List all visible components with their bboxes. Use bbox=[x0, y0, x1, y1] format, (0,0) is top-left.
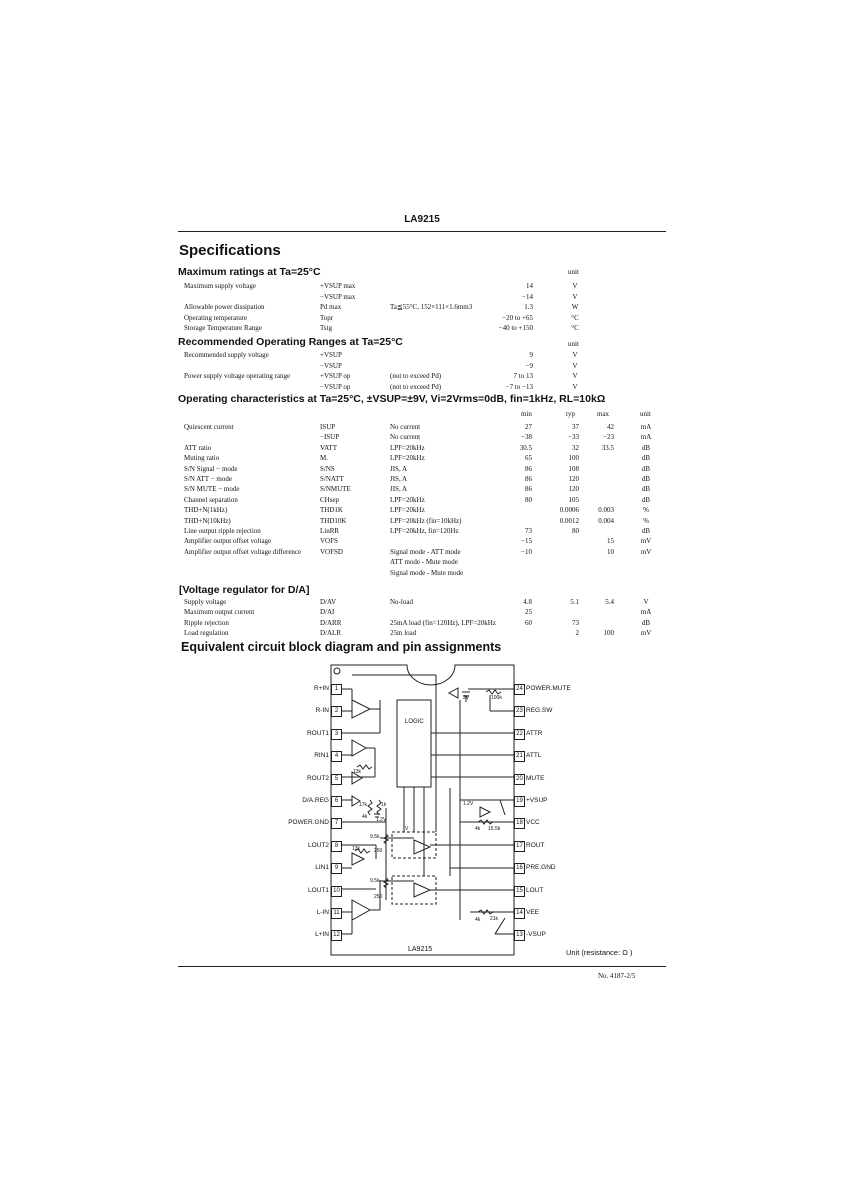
logic-block bbox=[397, 700, 431, 787]
pin-number-left: 4 bbox=[331, 751, 342, 762]
param-condition: JIS, A bbox=[390, 485, 408, 494]
pin-label-right: ROUT bbox=[526, 841, 545, 849]
param-name: Supply voltage bbox=[184, 598, 227, 606]
param-symbol: D/ARR bbox=[320, 618, 342, 627]
pin-number-right: 13 bbox=[514, 930, 525, 941]
pin-label-right: PRE.GND bbox=[526, 864, 556, 872]
param-symbol: CHsep bbox=[320, 495, 340, 504]
param-name: Channel separation bbox=[184, 495, 238, 504]
pin-label-left: R-IN bbox=[315, 707, 329, 715]
amp-l-input bbox=[352, 900, 370, 920]
param-symbol: −ISUP bbox=[320, 433, 340, 442]
param-unit: V bbox=[572, 361, 578, 370]
param-unit: dB bbox=[641, 475, 651, 483]
pin-label-right: LOUT bbox=[526, 886, 544, 894]
param-min: 25 bbox=[525, 608, 532, 617]
pin-label-left: L+IN bbox=[315, 931, 329, 939]
pin-label-left: LOUT2 bbox=[308, 841, 329, 849]
param-unit: mV bbox=[640, 629, 652, 638]
pin-number-right: 24 bbox=[514, 684, 525, 695]
param-name: Storage Temperature Range bbox=[184, 324, 262, 332]
label-1k: 1k bbox=[381, 802, 387, 808]
pin-number-left: 6 bbox=[331, 796, 342, 807]
param-symbol: M. bbox=[320, 454, 328, 463]
param-max: 42 bbox=[607, 423, 614, 431]
pin-label-left: RIN1 bbox=[314, 752, 329, 760]
param-condition: ATT mode - Mute mode bbox=[390, 558, 458, 567]
param-condition: No current bbox=[390, 433, 421, 442]
param-symbol: Pd max bbox=[320, 303, 342, 311]
amp-vcc bbox=[480, 807, 490, 817]
pin-number-right: 19 bbox=[514, 796, 525, 807]
recommended-title: Recommended Operating Ranges at Ta=25°C bbox=[178, 336, 403, 348]
pin-number-left: 11 bbox=[331, 908, 342, 919]
footer-rule bbox=[178, 966, 666, 967]
amp-rout bbox=[414, 840, 430, 854]
param-typ: 120 bbox=[568, 485, 579, 494]
param-symbol: LinRR bbox=[320, 527, 340, 535]
param-value: −40 to +150 bbox=[498, 324, 533, 332]
label-4k-left: 4k bbox=[362, 814, 368, 820]
recommended-unit-header: unit bbox=[568, 340, 579, 348]
param-unit: °C bbox=[571, 313, 579, 322]
pin-label-left: D/A.REG bbox=[302, 797, 329, 804]
label-2v: 2V bbox=[463, 695, 470, 701]
label-13k-bot: 13k bbox=[352, 846, 361, 852]
param-name: Load regulation bbox=[184, 629, 229, 638]
param-unit: mA bbox=[640, 423, 652, 431]
param-symbol: S/NATT bbox=[320, 475, 344, 483]
param-symbol: VATT bbox=[320, 443, 337, 452]
label-250-top: 250 bbox=[374, 848, 383, 854]
op-col-min: min bbox=[521, 410, 532, 418]
param-symbol: VOFSD bbox=[320, 547, 343, 556]
param-unit: dB bbox=[641, 485, 651, 494]
param-unit: V bbox=[572, 372, 578, 380]
param-max: −23 bbox=[603, 433, 614, 442]
pin-label-right: VCC bbox=[526, 819, 540, 827]
pin-number-left: 9 bbox=[331, 863, 342, 874]
param-condition: 25mA load (fin=120Hz), LPF=20kHz bbox=[390, 618, 496, 627]
pin-label-left: POWER.GND bbox=[288, 819, 329, 827]
param-unit: dB bbox=[641, 618, 651, 627]
pin-number-left: 5 bbox=[331, 774, 342, 785]
diagram-title: Equivalent circuit block diagram and pin assignments bbox=[181, 640, 502, 654]
param-symbol: S/NS bbox=[320, 464, 335, 473]
param-max: 15 bbox=[607, 537, 614, 546]
param-max: 0.003 bbox=[598, 506, 614, 515]
pin-label-right: ATTR bbox=[526, 729, 543, 737]
param-unit: mA bbox=[640, 608, 652, 617]
param-min: 27 bbox=[525, 423, 532, 431]
op-col-typ: typ bbox=[566, 410, 575, 418]
label-v: V bbox=[405, 826, 409, 832]
param-symbol: −VSUP op bbox=[320, 382, 351, 391]
param-unit: °C bbox=[571, 324, 579, 332]
param-condition: LPF=20kHz, fin=120Hz bbox=[390, 527, 459, 535]
param-name: Amplifier output offset voltage bbox=[184, 537, 272, 546]
label-4k-vee: 4k bbox=[475, 917, 481, 923]
pin-number-left: 1 bbox=[331, 684, 342, 695]
param-value: −9 bbox=[525, 361, 533, 370]
param-value: −14 bbox=[522, 292, 533, 301]
param-name: Maximum output current bbox=[184, 608, 255, 617]
param-typ: 73 bbox=[572, 618, 579, 627]
param-max: 100 bbox=[603, 629, 614, 638]
param-condition: No-load bbox=[390, 598, 413, 606]
pin-label-right: VEE bbox=[526, 909, 540, 916]
param-name: S/N MUTE − mode bbox=[184, 485, 240, 494]
resistor-17k bbox=[368, 800, 372, 815]
param-name: Allowable power dissipation bbox=[184, 303, 265, 311]
param-condition: LPF=20kHz bbox=[390, 506, 425, 515]
param-min: 30.5 bbox=[519, 443, 532, 452]
param-condition: LPF=20kHz bbox=[390, 443, 425, 452]
label-9-5k-top: 9.5k bbox=[370, 834, 380, 840]
param-unit: dB bbox=[641, 454, 651, 463]
param-min: 65 bbox=[525, 454, 532, 463]
param-unit: dB bbox=[641, 495, 651, 504]
param-name: Maximum supply voltage bbox=[184, 282, 256, 290]
param-typ: 0.0012 bbox=[559, 516, 579, 525]
param-condition: JIS, A bbox=[390, 475, 408, 483]
param-min: 80 bbox=[525, 495, 532, 504]
param-typ: 37 bbox=[572, 423, 579, 431]
pin-label-right: -VSUP bbox=[526, 931, 546, 939]
pin-number-right: 18 bbox=[514, 818, 525, 829]
param-typ: 32 bbox=[572, 443, 579, 452]
param-condition: JIS, A bbox=[390, 464, 408, 473]
param-typ: 5.1 bbox=[570, 598, 579, 606]
param-max: 10 bbox=[607, 547, 614, 556]
max-ratings-unit-header: unit bbox=[568, 268, 579, 276]
param-max: 33.5 bbox=[601, 443, 614, 452]
pin1-marker bbox=[334, 668, 340, 674]
pin-number-left: 3 bbox=[331, 729, 342, 740]
pin-label-right: POWER.MUTE bbox=[526, 685, 571, 692]
pin-number-right: 17 bbox=[514, 841, 525, 852]
param-unit: V bbox=[643, 598, 649, 606]
logic-block-label: LOGIC bbox=[405, 719, 424, 725]
param-condition: Ta≦55°C, 152×111×1.6mm3 bbox=[390, 303, 473, 311]
param-value: −20 to +65 bbox=[502, 313, 533, 322]
param-name: THD+N(1kHz) bbox=[184, 506, 228, 515]
param-typ: 80 bbox=[572, 527, 579, 535]
param-condition: LPF=20kHz (fin=10kHz) bbox=[390, 516, 462, 525]
label-13k-top: 13k bbox=[353, 769, 362, 775]
param-min: −10 bbox=[521, 547, 532, 556]
param-unit: W bbox=[571, 303, 579, 311]
param-value: 9 bbox=[529, 351, 533, 359]
pin-label-left: R+IN bbox=[314, 685, 329, 692]
param-name: S/N ATT − mode bbox=[184, 475, 232, 483]
param-symbol: −VSUP bbox=[320, 361, 342, 370]
label-9-5k-bot: 9.5k bbox=[370, 878, 380, 884]
param-max: 5.4 bbox=[605, 598, 614, 606]
param-value: 14 bbox=[526, 282, 533, 290]
param-name: Muting ratio bbox=[184, 454, 220, 463]
param-symbol: D/AI bbox=[320, 608, 335, 617]
param-min: 86 bbox=[525, 485, 532, 494]
param-name: S/N Signal − mode bbox=[184, 464, 238, 473]
pin-number-right: 20 bbox=[514, 774, 525, 785]
param-condition: LPF=20kHz bbox=[390, 454, 425, 463]
param-min: −15 bbox=[521, 537, 532, 546]
param-typ: 0.0006 bbox=[559, 506, 579, 515]
pin-label-left: L-IN bbox=[316, 909, 329, 916]
param-symbol: +VSUP op bbox=[320, 372, 351, 380]
param-unit: % bbox=[643, 506, 649, 515]
param-symbol: +VSUP max bbox=[320, 282, 356, 290]
param-condition: (not to exceed Pd) bbox=[390, 372, 442, 380]
param-unit: V bbox=[572, 382, 578, 391]
param-min: 73 bbox=[525, 527, 532, 535]
pin-number-left: 2 bbox=[331, 706, 342, 717]
label-4k-right: 4k bbox=[475, 826, 481, 832]
param-name: Amplifier output offset voltage difference bbox=[184, 547, 302, 556]
param-unit: dB bbox=[641, 464, 651, 473]
param-value: 7 to 13 bbox=[513, 372, 533, 380]
pin-label-left: ROUT2 bbox=[306, 774, 329, 782]
label-1-2v-left: 1.2V bbox=[376, 817, 387, 823]
param-condition: No current bbox=[390, 423, 421, 431]
op-col-max: max bbox=[597, 410, 610, 418]
param-symbol: ISUP bbox=[320, 423, 336, 431]
label-21k: 21k bbox=[490, 916, 499, 922]
pin-label-right: MUTE bbox=[526, 774, 545, 782]
param-unit: V bbox=[572, 351, 578, 359]
param-min: 86 bbox=[525, 475, 532, 483]
param-symbol: +VSUP bbox=[320, 351, 342, 359]
pin-label-left: LIN1 bbox=[315, 864, 329, 872]
param-condition: (not to exceed Pd) bbox=[390, 382, 442, 391]
pin-number-right: 22 bbox=[514, 729, 525, 740]
param-condition: LPF=20kHz bbox=[390, 495, 425, 504]
pin-number-left: 12 bbox=[331, 930, 342, 941]
amp-lout bbox=[414, 883, 430, 897]
label-15-5k: 15.5k bbox=[488, 826, 501, 832]
param-name: Quiescent current bbox=[184, 423, 234, 431]
amp-r-second bbox=[352, 740, 366, 756]
param-unit: V bbox=[572, 292, 578, 301]
param-typ: −33 bbox=[568, 433, 579, 442]
param-condition: Signal mode - ATT mode bbox=[390, 547, 461, 556]
pin-label-right: ATTL bbox=[526, 752, 542, 760]
param-unit: dB bbox=[641, 527, 651, 535]
param-condition: Signal mode - Mute mode bbox=[390, 568, 464, 577]
param-name: Ripple rejection bbox=[184, 618, 229, 627]
param-min: −38 bbox=[521, 433, 532, 442]
param-name: ATT ratio bbox=[184, 443, 212, 452]
operating-title: Operating characteristics at Ta=25°C, ±VSUP=±9V, Vi=2Vrms=0dB, fin=1kHz, RL=10kΩ bbox=[178, 393, 606, 405]
param-name: Power supply voltage operating range bbox=[184, 372, 291, 380]
param-unit: V bbox=[572, 282, 578, 290]
param-symbol: Tstg bbox=[320, 324, 332, 332]
param-symbol: D/ALR bbox=[320, 629, 341, 638]
unit-note: Unit (resistance: Ω ) bbox=[566, 948, 633, 957]
label-100k: 100k bbox=[491, 695, 502, 701]
label-250-bot: 250 bbox=[374, 894, 383, 900]
op-col-unit: unit bbox=[640, 410, 651, 418]
param-symbol: S/NMUTE bbox=[320, 485, 351, 494]
amp-power-mute bbox=[449, 688, 458, 698]
param-min: 86 bbox=[525, 464, 532, 473]
pin-label-left: LOUT1 bbox=[308, 886, 329, 894]
param-value: −7 to −13 bbox=[505, 382, 533, 391]
param-name: Operating temperature bbox=[184, 313, 248, 322]
pin-number-right: 14 bbox=[514, 908, 525, 919]
amp-l-small bbox=[352, 853, 364, 865]
param-symbol: VOFS bbox=[320, 537, 338, 546]
pin-label-right: REG.SW bbox=[526, 707, 553, 715]
amp-r-input bbox=[352, 700, 370, 718]
param-typ: 2 bbox=[575, 629, 579, 638]
param-unit: mV bbox=[640, 547, 652, 556]
page-number: No. 4187-2/5 bbox=[598, 972, 636, 980]
pin-label-left: ROUT1 bbox=[306, 729, 329, 737]
pin-number-right: 16 bbox=[514, 863, 525, 874]
chip-name-label: LA9215 bbox=[408, 946, 433, 953]
param-symbol: Topr bbox=[320, 313, 334, 322]
param-symbol: −VSUP max bbox=[320, 292, 356, 301]
pin-number-right: 21 bbox=[514, 751, 525, 762]
specifications-title: Specifications bbox=[179, 242, 281, 259]
param-min: 4.8 bbox=[523, 598, 532, 606]
param-typ: 100 bbox=[568, 454, 579, 463]
param-typ: 105 bbox=[568, 495, 579, 504]
pin-number-left: 7 bbox=[331, 818, 342, 829]
param-typ: 108 bbox=[568, 464, 579, 473]
page-header-part-number: LA9215 bbox=[404, 214, 440, 225]
pin-number-right: 15 bbox=[514, 886, 525, 897]
pin-number-left: 10 bbox=[331, 886, 342, 897]
param-unit: mV bbox=[640, 537, 652, 546]
resistor-100k bbox=[486, 690, 501, 694]
param-symbol: THD1K bbox=[320, 506, 343, 515]
max-ratings-title: Maximum ratings at Ta=25°C bbox=[178, 266, 321, 278]
param-name: THD+N(10kHz) bbox=[184, 516, 231, 525]
param-symbol: THD10K bbox=[320, 516, 347, 525]
param-name: Recommended supply voltage bbox=[184, 351, 269, 359]
label-17k: 17k bbox=[359, 802, 368, 808]
pin-number-right: 23 bbox=[514, 706, 525, 717]
param-typ: 120 bbox=[568, 475, 579, 483]
regulator-title: [Voltage regulator for D/A] bbox=[179, 584, 310, 596]
param-max: 0.004 bbox=[598, 516, 614, 525]
param-unit: mA bbox=[640, 433, 652, 442]
param-condition: 25m load bbox=[390, 629, 417, 638]
pin-number-left: 8 bbox=[331, 841, 342, 852]
label-1-2v-right: 1.2V bbox=[463, 801, 474, 807]
param-unit: % bbox=[643, 516, 649, 525]
param-name: Line output ripple rejection bbox=[184, 527, 261, 535]
param-unit: dB bbox=[641, 443, 651, 452]
pin-label-right: +VSUP bbox=[526, 797, 548, 804]
param-min: 60 bbox=[525, 618, 532, 627]
param-value: 1.3 bbox=[524, 303, 533, 311]
param-symbol: D/AV bbox=[320, 598, 337, 606]
